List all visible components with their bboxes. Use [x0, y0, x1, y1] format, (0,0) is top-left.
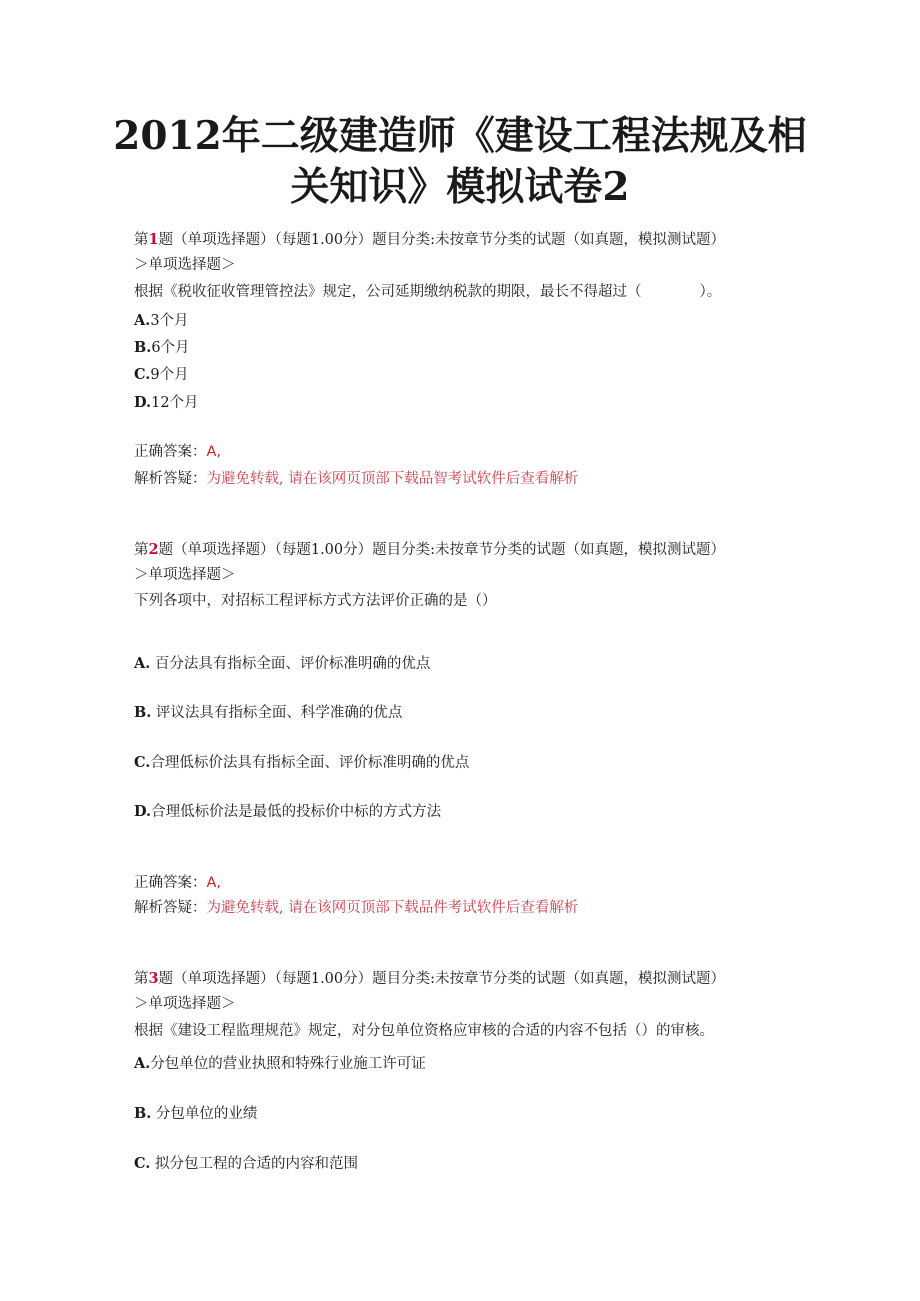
q1-number: 1 — [148, 231, 159, 248]
q1-option-d: D.12个月 — [134, 394, 199, 411]
q1-category: ＞单项选择题＞ — [134, 257, 236, 273]
q2-answer: 正确答案：A, — [134, 875, 222, 891]
document-title-line2: 关知识》模拟试卷2 — [290, 164, 630, 210]
document-title-line1: 2012年二级建造师《建设工程法规及相 — [113, 113, 807, 159]
q1-option-b: B.6个月 — [134, 339, 190, 356]
q2-option-a: A. 百分法具有指标全面、评价标准明确的优点 — [134, 655, 431, 672]
q2-option-d: D.合理低标价法是最低的投标价中标的方式方法 — [134, 803, 442, 820]
q2-stem: 下列各项中，对招标工程评标方式方法评价正确的是（） — [134, 593, 497, 609]
q3-header: 第3题（单项选择题）（每题1.00分）题目分类:未按章节分类的试题（如真题，模拟测试题） — [134, 970, 726, 987]
q1-option-a: A.3个月 — [134, 312, 189, 329]
q2-category: ＞单项选择题＞ — [134, 567, 236, 583]
q3-category: ＞单项选择题＞ — [134, 996, 236, 1012]
q3-option-a: A.分包单位的营业执照和特殊行业施工许可证 — [134, 1055, 426, 1072]
q2-analysis: 解析答疑：为避免转载, 请在该网页顶部下载品件考试软件后查看解析 — [134, 900, 579, 916]
q1-analysis: 解析答疑：为避免转载, 请在该网页顶部下载品智考试软件后查看解析 — [134, 471, 579, 487]
q3-number: 3 — [148, 970, 159, 987]
q2-option-b: B. 评议法具有指标全面、科学准确的优点 — [134, 704, 403, 721]
q2-number: 2 — [148, 541, 159, 558]
q3-option-c: C. 拟分包工程的合适的内容和范围 — [134, 1155, 358, 1172]
q1-stem: 根据《税收征收管理管控法》规定，公司延期缴纳税款的期限，最长不得超过（ ）。 — [134, 284, 722, 300]
q1-answer: 正确答案：A, — [134, 444, 222, 460]
q3-stem: 根据《建设工程监理规范》规定，对分包单位资格应审核的合适的内容不包括（）的审核。 — [134, 1023, 714, 1039]
q2-option-c: C.合理低标价法具有指标全面、评价标准明确的优点 — [134, 754, 470, 771]
q3-option-b: B. 分包单位的业绩 — [134, 1105, 258, 1122]
q1-header: 第1题（单项选择题）（每题1.00分）题目分类:未按章节分类的试题（如真题，模拟测试题） — [134, 231, 726, 248]
q2-header: 第2题（单项选择题）（每题1.00分）题目分类:未按章节分类的试题（如真题，模拟测试题） — [134, 541, 726, 558]
q1-option-c: C.9个月 — [134, 366, 189, 383]
